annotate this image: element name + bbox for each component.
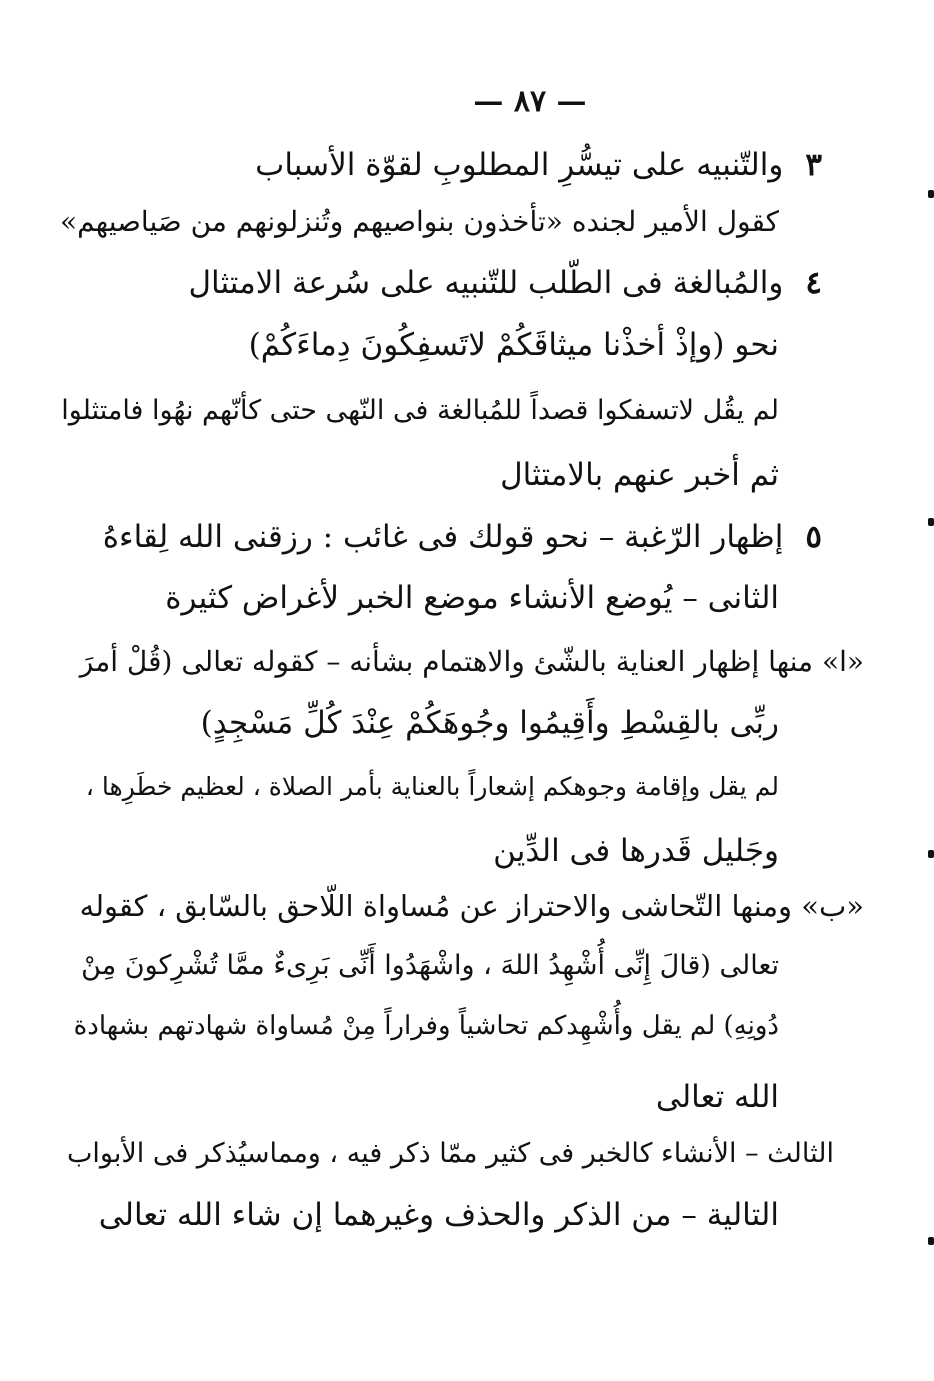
text-line — [98, 1197, 779, 1233]
line-text: والمُبالغة فى الطّلب للتّنبيه على سُرعة الامتثال — [188, 265, 784, 301]
text-line — [188, 265, 822, 301]
line-text: التالية – من الذكر والحذف وغيرهما إن شاء الله تعالى — [98, 1197, 779, 1233]
text-line — [200, 705, 779, 741]
text-line — [67, 1140, 834, 1167]
page-number: — ٨٧ — — [473, 84, 587, 119]
text-line — [61, 397, 779, 424]
line-text: الله تعالى — [655, 1079, 779, 1115]
text-line — [165, 580, 779, 616]
text-line — [81, 952, 779, 979]
line-text: الثانى – يُوضع الأنشاء موضع الخبر لأغراض كثيرة — [165, 580, 779, 616]
scan-edge-mark — [928, 850, 934, 858]
line-text: كقول الأمير لجنده «تأخذون بنواصيهم وتُنزلونهم من صَياصيهم» — [60, 205, 779, 238]
text-line — [79, 645, 864, 678]
text-line — [500, 457, 779, 493]
line-text: نحو (وإذْ أخذْنا ميثاقَكُمْ لاتَسفِكُونَ دِماءَكُمْ) — [248, 327, 779, 363]
line-text: إظهار الرّغبة – نحو قولك فى غائب : رزقنى الله لِقاءهُ — [102, 519, 784, 555]
line-text: لم يقل وإقامة وجوهكم إشعاراً بالعناية بأمر الصلاة ، لعظيم خطَرِها ، — [85, 772, 779, 801]
line-text: «ب» ومنها التّحاشى والاحتراز عن مُساواة اللّاحق بالسّابق ، كقوله — [79, 889, 864, 923]
item-number: ٥ — [805, 519, 822, 555]
text-line — [248, 327, 779, 363]
line-text: وجَليل قَدرها فى الدِّين — [493, 833, 779, 869]
scan-edge-mark — [928, 190, 934, 198]
text-line — [255, 147, 822, 183]
item-number: ٣ — [805, 147, 822, 183]
line-text: ربِّى بالقِسْطِ وأَقِيمُوا وجُوهَكُمْ عِنْدَ كُلِّ مَسْجِدٍ) — [200, 705, 779, 741]
text-line — [74, 1013, 779, 1039]
scan-edge-mark — [928, 1237, 934, 1245]
line-text: «ا» منها إظهار العناية بالشّئ والاهتمام بشأنه – كقوله تعالى (قُلْ أمرَ — [79, 645, 864, 678]
text-line — [86, 774, 779, 799]
line-text: تعالى (قالَ إِنِّى أُشْهِدُ اللهَ ، واشْهَدُوا أَنِّى بَرِىءٌ ممَّا تُشْرِكونَ مِنْ — [81, 950, 779, 981]
line-text: ثم أخبر عنهم بالامتثال — [500, 457, 779, 493]
scan-edge-mark — [928, 518, 934, 526]
item-number: ٤ — [805, 265, 822, 301]
line-text: لم يقُل لاتسفكوا قصداً للمُبالغة فى النّهى حتى كأنّهم نهُوا فامتثلوا — [61, 395, 779, 426]
text-line — [655, 1079, 779, 1115]
line-text: الثالث – الأنشاء كالخبر فى كثير ممّا ذكر فيه ، ومماسيُذكر فى الأبواب — [66, 1138, 834, 1169]
line-text: والتّنبيه على تيسُّرِ المطلوبِ لقوّة الأسباب — [255, 147, 784, 183]
line-text: دُونِهِ) لم يقل وأُشْهِدكم تحاشياً وفراراً مِنْ مُساواة شهادتهم بشهادة — [73, 1011, 779, 1041]
text-line — [79, 889, 864, 923]
text-line — [102, 519, 822, 555]
text-line — [60, 205, 779, 238]
text-line — [493, 833, 779, 869]
